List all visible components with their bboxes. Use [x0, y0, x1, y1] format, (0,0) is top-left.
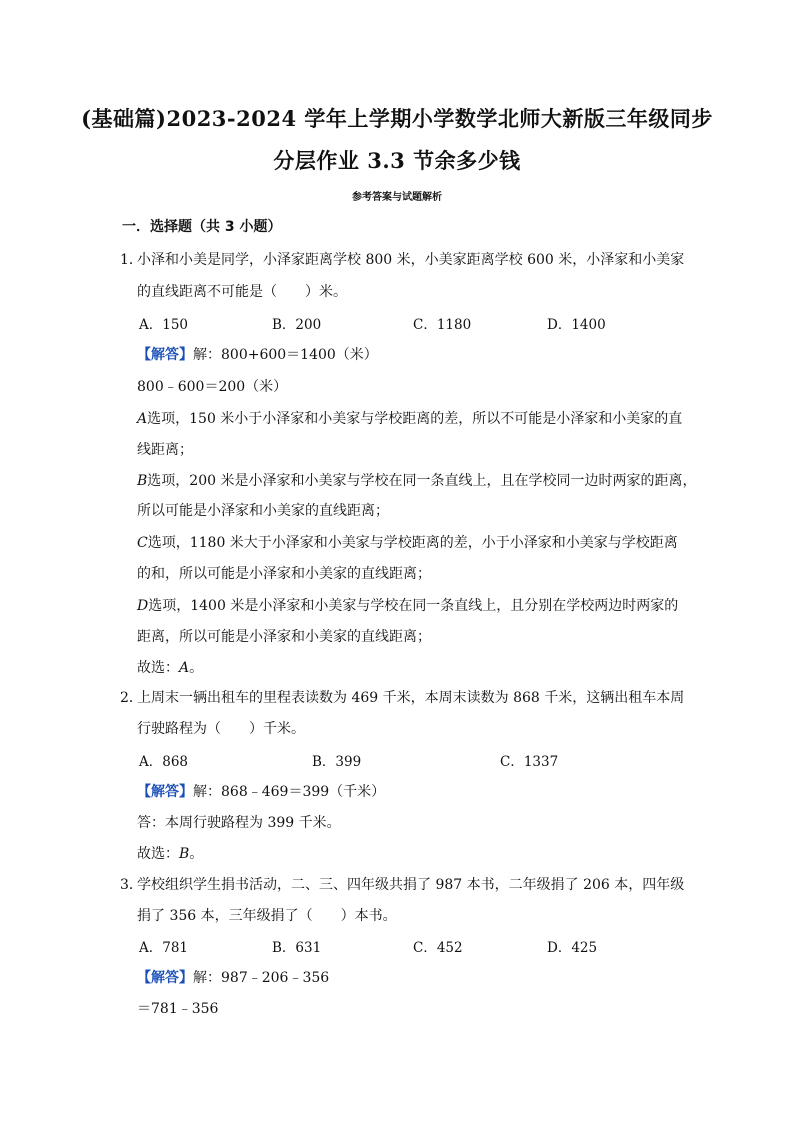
answer-tag: 【解答】 [137, 970, 193, 986]
q2-final-choice: 故选：B。 [137, 846, 204, 862]
q3-option-c: C．452 [413, 940, 463, 956]
q2-stem-line1: 上周末一辆出租车的里程表读数为 469 千米，本周末读数为 868 千米，这辆出租车本周 [137, 690, 685, 706]
q1-option-a: A．150 [139, 317, 189, 333]
q3-answer-line1: 【解答】解：987﹣206﹣356 [137, 970, 330, 986]
q3-option-d: D．425 [547, 940, 598, 956]
q3-answer-line2: ＝781﹣356 [137, 1001, 219, 1017]
q2-option-a: A．868 [139, 754, 189, 770]
q1-option-d-analysis: D选项，1400 米是小泽家和小美家与学校在同一条直线上，且分别在学校两边时两家的 [137, 598, 679, 614]
q1-option-d: D．1400 [547, 317, 606, 333]
q3-option-b: B．631 [272, 940, 322, 956]
q1-answer-line2: 800﹣600＝200（米） [137, 379, 288, 395]
q1-option-b-analysis: B选项，200 米是小泽家和小美家与学校在同一条直线上，且在学校同一边时两家的距离， [137, 473, 697, 489]
q1-option-a-analysis: A选项，150 米小于小泽家和小美家与学校距离的差，所以不可能是小泽家和小美家的直 [137, 411, 683, 427]
answer-tag: 【解答】 [137, 347, 193, 363]
q3-stem-line1: 学校组织学生捐书活动，二、三、四年级共捐了 987 本书，二年级捐了 206 本，四年级 [137, 877, 685, 893]
q3-stem-line2: 捐了 356 本，三年级捐了（ ）本书。 [137, 908, 397, 924]
doc-title-line1: (基础篇)2023-2024 学年上学期小学数学北师大新版三年级同步 [81, 106, 713, 131]
q1-stem-line2: 的直线距离不可能是（ ）米。 [137, 284, 347, 300]
doc-subtitle: 参考答案与试题解析 [352, 192, 442, 203]
q1-number: 1． [120, 252, 143, 268]
q1-option-c-analysis-cont: 的和，所以可能是小泽家和小美家的直线距离； [137, 566, 431, 582]
q2-answer-line1: 【解答】解：868﹣469＝399（千米） [137, 784, 386, 800]
q1-option-c-analysis: C选项，1180 米大于小泽家和小美家与学校距离的差，小于小泽家和小美家与学校距离 [137, 535, 678, 551]
doc-title-line2: 分层作业 3.3 节余多少钱 [273, 148, 521, 173]
q3-option-a: A．781 [139, 940, 189, 956]
q1-stem-line1: 小泽和小美是同学，小泽家距离学校 800 米，小美家距离学校 600 米，小泽家和小美家 [137, 252, 685, 268]
q2-option-c: C．1337 [500, 754, 559, 770]
q1-option-a-analysis-cont: 线距离； [137, 442, 193, 458]
q1-option-b: B．200 [272, 317, 322, 333]
q1-final-choice: 故选：A。 [137, 660, 204, 676]
q2-answer-line2: 答：本周行驶路程为 399 千米。 [137, 815, 341, 831]
q2-stem-line2: 行驶路程为（ ）千米。 [137, 721, 305, 737]
q1-option-d-analysis-cont: 距离，所以可能是小泽家和小美家的直线距离； [137, 629, 431, 645]
q2-number: 2． [120, 690, 143, 706]
section-heading: 一．选择题（共 3 小题） [122, 219, 282, 235]
q1-answer-line1: 【解答】解：800+600＝1400（米） [137, 347, 378, 363]
answer-tag: 【解答】 [137, 784, 193, 800]
q1-option-c: C．1180 [413, 317, 472, 333]
q2-option-b: B．399 [312, 754, 362, 770]
q1-option-b-analysis-cont: 所以可能是小泽家和小美家的直线距离； [137, 503, 389, 519]
q3-number: 3． [120, 877, 143, 893]
